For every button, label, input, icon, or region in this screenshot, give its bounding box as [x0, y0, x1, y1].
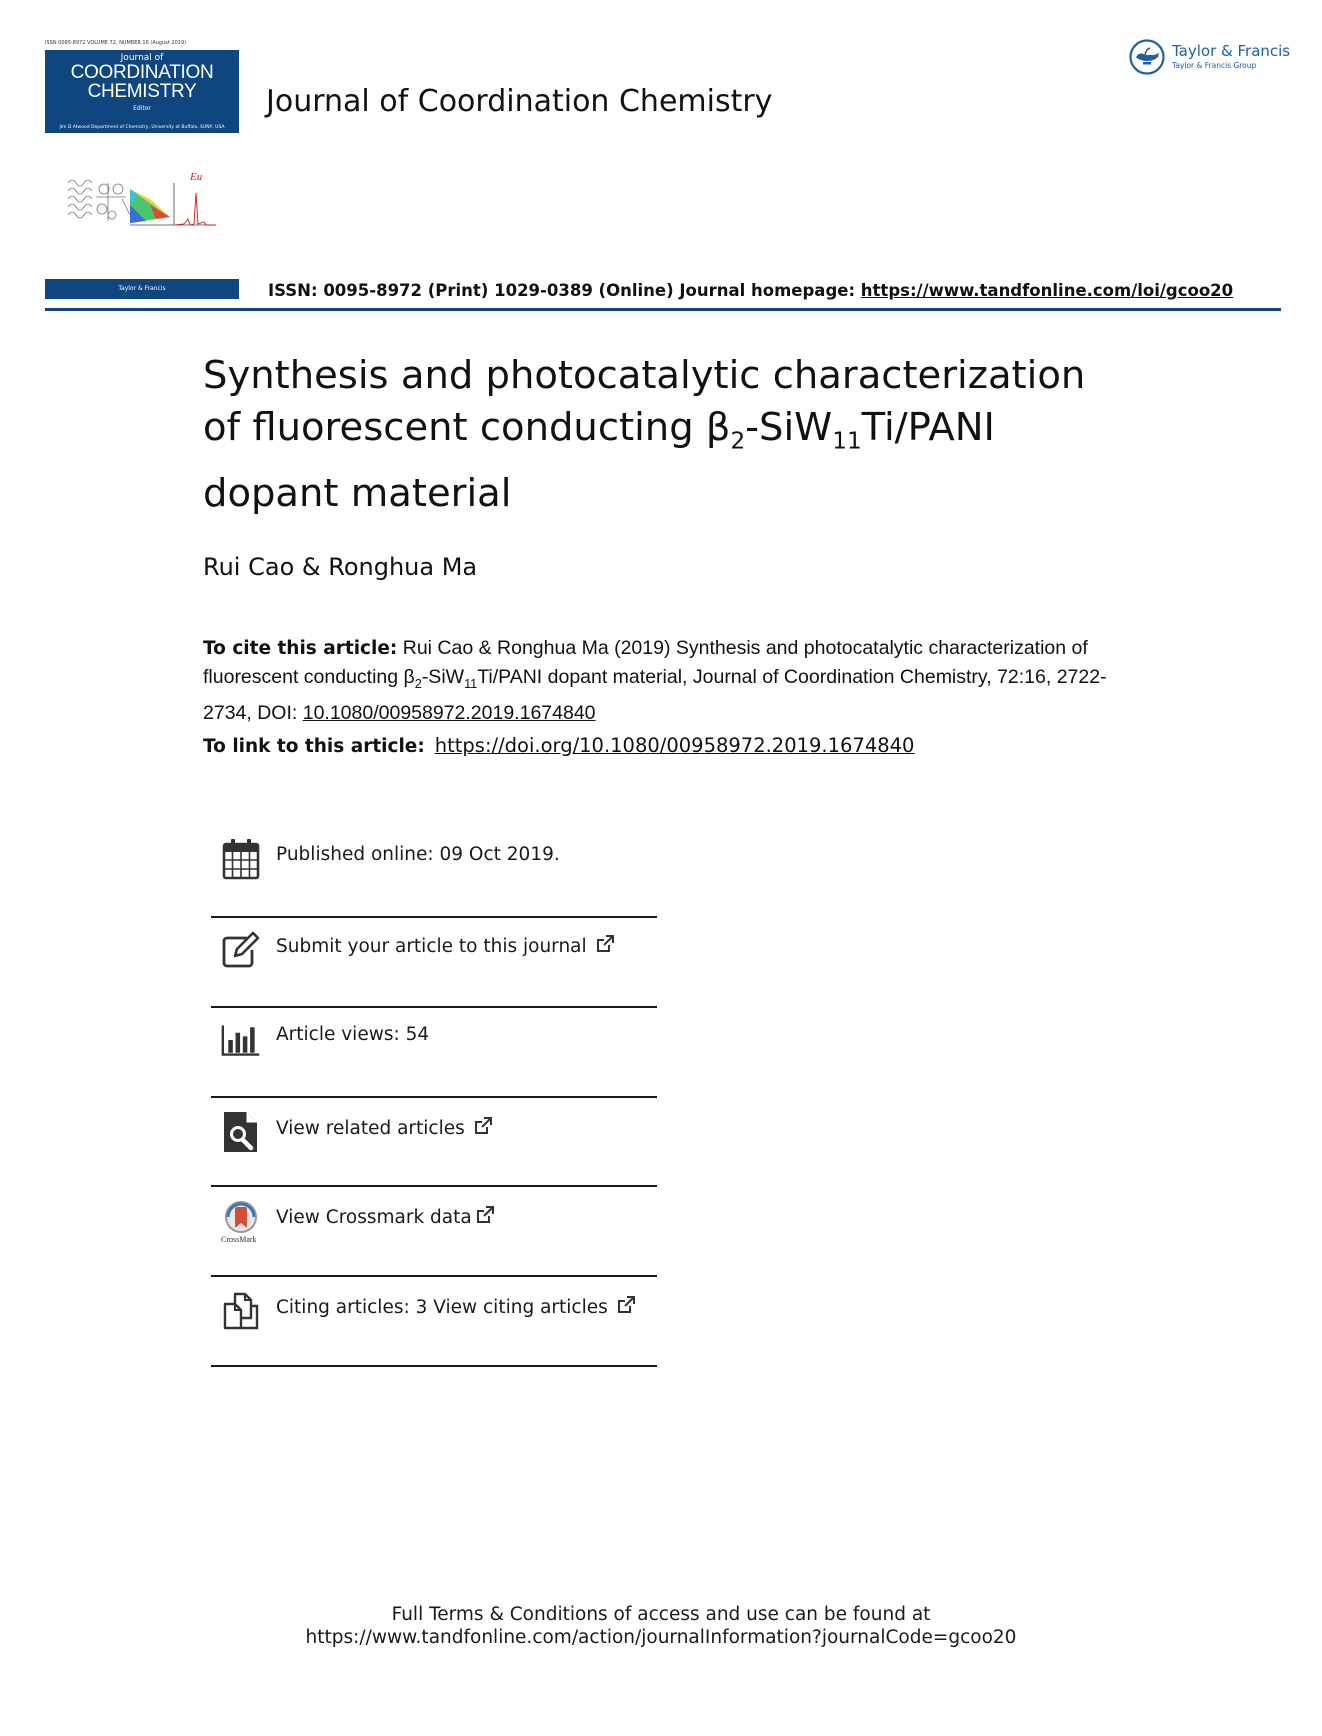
- submit-label: Submit your article to this journal: [276, 936, 587, 957]
- external-link-icon: [595, 934, 615, 954]
- citing-articles-link[interactable]: [276, 1295, 636, 1318]
- graphic-eu-label: Eu: [190, 171, 203, 183]
- row-divider: [211, 1185, 657, 1187]
- issn-line: [268, 281, 1233, 300]
- issn-band-logo: Taylor & Francis: [45, 279, 239, 299]
- row-divider: [211, 1275, 657, 1277]
- external-link-icon: [616, 1295, 636, 1315]
- doi-link[interactable]: 10.1080/00958972.2019.1674840: [302, 701, 596, 724]
- calendar-icon: [221, 838, 261, 882]
- cover-chemistry: CHEMISTRY: [87, 81, 197, 102]
- cite-label: To cite this article:: [203, 638, 398, 659]
- publisher-group: Taylor & Francis Group: [1172, 61, 1257, 70]
- citation-block: [203, 634, 1123, 728]
- link-label: To link to this article:: [203, 736, 425, 757]
- cover-editor-line: Jim D Atwood Department of Chemistry, University at Buffalo, SUNY, USA: [45, 123, 239, 133]
- title-subscript-1: 2: [730, 428, 746, 455]
- submit-article-link[interactable]: [276, 934, 615, 957]
- cover-journal-of: Journal of: [120, 53, 164, 63]
- article-title: [203, 350, 1123, 520]
- row-divider: [211, 1365, 657, 1367]
- row-divider: [211, 916, 657, 918]
- crossmark-data-link[interactable]: [276, 1205, 495, 1228]
- footer-line-1: Full Terms & Conditions of access and use can be found at: [391, 1604, 931, 1625]
- citing-label: Citing articles: 3 View citing articles: [276, 1297, 608, 1318]
- related-articles-link[interactable]: [276, 1116, 493, 1139]
- cite-subscript-1: 2: [414, 676, 422, 691]
- article-link-line: [203, 734, 914, 757]
- cite-text-1: Rui Cao & Ronghua Ma (2019) Synthesis and photocatalytic characterization of fluorescent conducting β: [203, 637, 1088, 688]
- publisher-logo[interactable]: [1128, 38, 1298, 78]
- publisher-name: Taylor & Francis: [1172, 42, 1291, 60]
- title-subscript-2: 11: [832, 428, 862, 455]
- published-date: Published online: 09 Oct 2019.: [276, 844, 560, 865]
- graphical-abstract-thumbnail: [66, 171, 222, 235]
- article-views: Article views: 54: [276, 1024, 430, 1045]
- citing-articles-icon: [221, 1289, 261, 1333]
- journal-cover-thumbnail: [45, 40, 239, 133]
- terms-footer: [0, 1603, 1322, 1649]
- graphical-abstract-image: [66, 175, 222, 235]
- title-part-1: Synthesis and photocatalytic characterization of fluorescent conducting β: [203, 353, 1086, 450]
- header-divider: [45, 308, 1281, 311]
- views-row: [211, 1018, 657, 1108]
- external-link-icon: [473, 1116, 493, 1136]
- submit-row[interactable]: [211, 928, 657, 1018]
- journal-homepage-link[interactable]: https://www.tandfonline.com/loi/gcoo20: [860, 281, 1234, 300]
- cover-issn-line: ISSN 0095-8972 VOLUME 72, NUMBER 16 (August 2019): [45, 40, 187, 46]
- related-label: View related articles: [276, 1118, 465, 1139]
- article-url-link[interactable]: https://doi.org/10.1080/00958972.2019.1674840: [434, 734, 915, 757]
- crossmark-caption: CrossMark: [221, 1235, 257, 1244]
- issn-text: ISSN: 0095-8972 (Print) 1029-0389 (Online) Journal homepage:: [268, 281, 861, 300]
- cover-coordination: COORDINATION: [70, 62, 214, 83]
- cite-text-2: -SiW: [421, 666, 465, 688]
- journal-title: Journal of Coordination Chemistry: [266, 84, 773, 119]
- bar-chart-icon: [221, 1018, 261, 1062]
- footer-terms-link[interactable]: https://www.tandfonline.com/action/journalInformation?journalCode=gcoo20: [305, 1627, 1017, 1648]
- article-authors: Rui Cao & Ronghua Ma: [203, 553, 478, 581]
- taylor-francis-lamp-icon: [1128, 38, 1166, 76]
- cover-editor-label: Editor: [133, 105, 151, 112]
- row-divider: [211, 1096, 657, 1098]
- published-row: [211, 838, 657, 928]
- cite-text-3: Ti/PANI dopant material, Journal of Coordination Chemistry, 72:16, 2722-2734, DOI:: [203, 666, 1107, 724]
- cover-title-band: [45, 50, 239, 123]
- external-link-icon: [475, 1205, 495, 1225]
- crossmark-label: View Crossmark data: [276, 1207, 472, 1228]
- title-part-2: -SiW: [745, 405, 833, 450]
- document-search-icon: [221, 1110, 261, 1154]
- cite-subscript-2: 11: [464, 676, 478, 691]
- edit-icon: [221, 928, 261, 972]
- row-divider: [211, 1006, 657, 1008]
- title-part-3: Ti/PANI dopant material: [203, 405, 995, 516]
